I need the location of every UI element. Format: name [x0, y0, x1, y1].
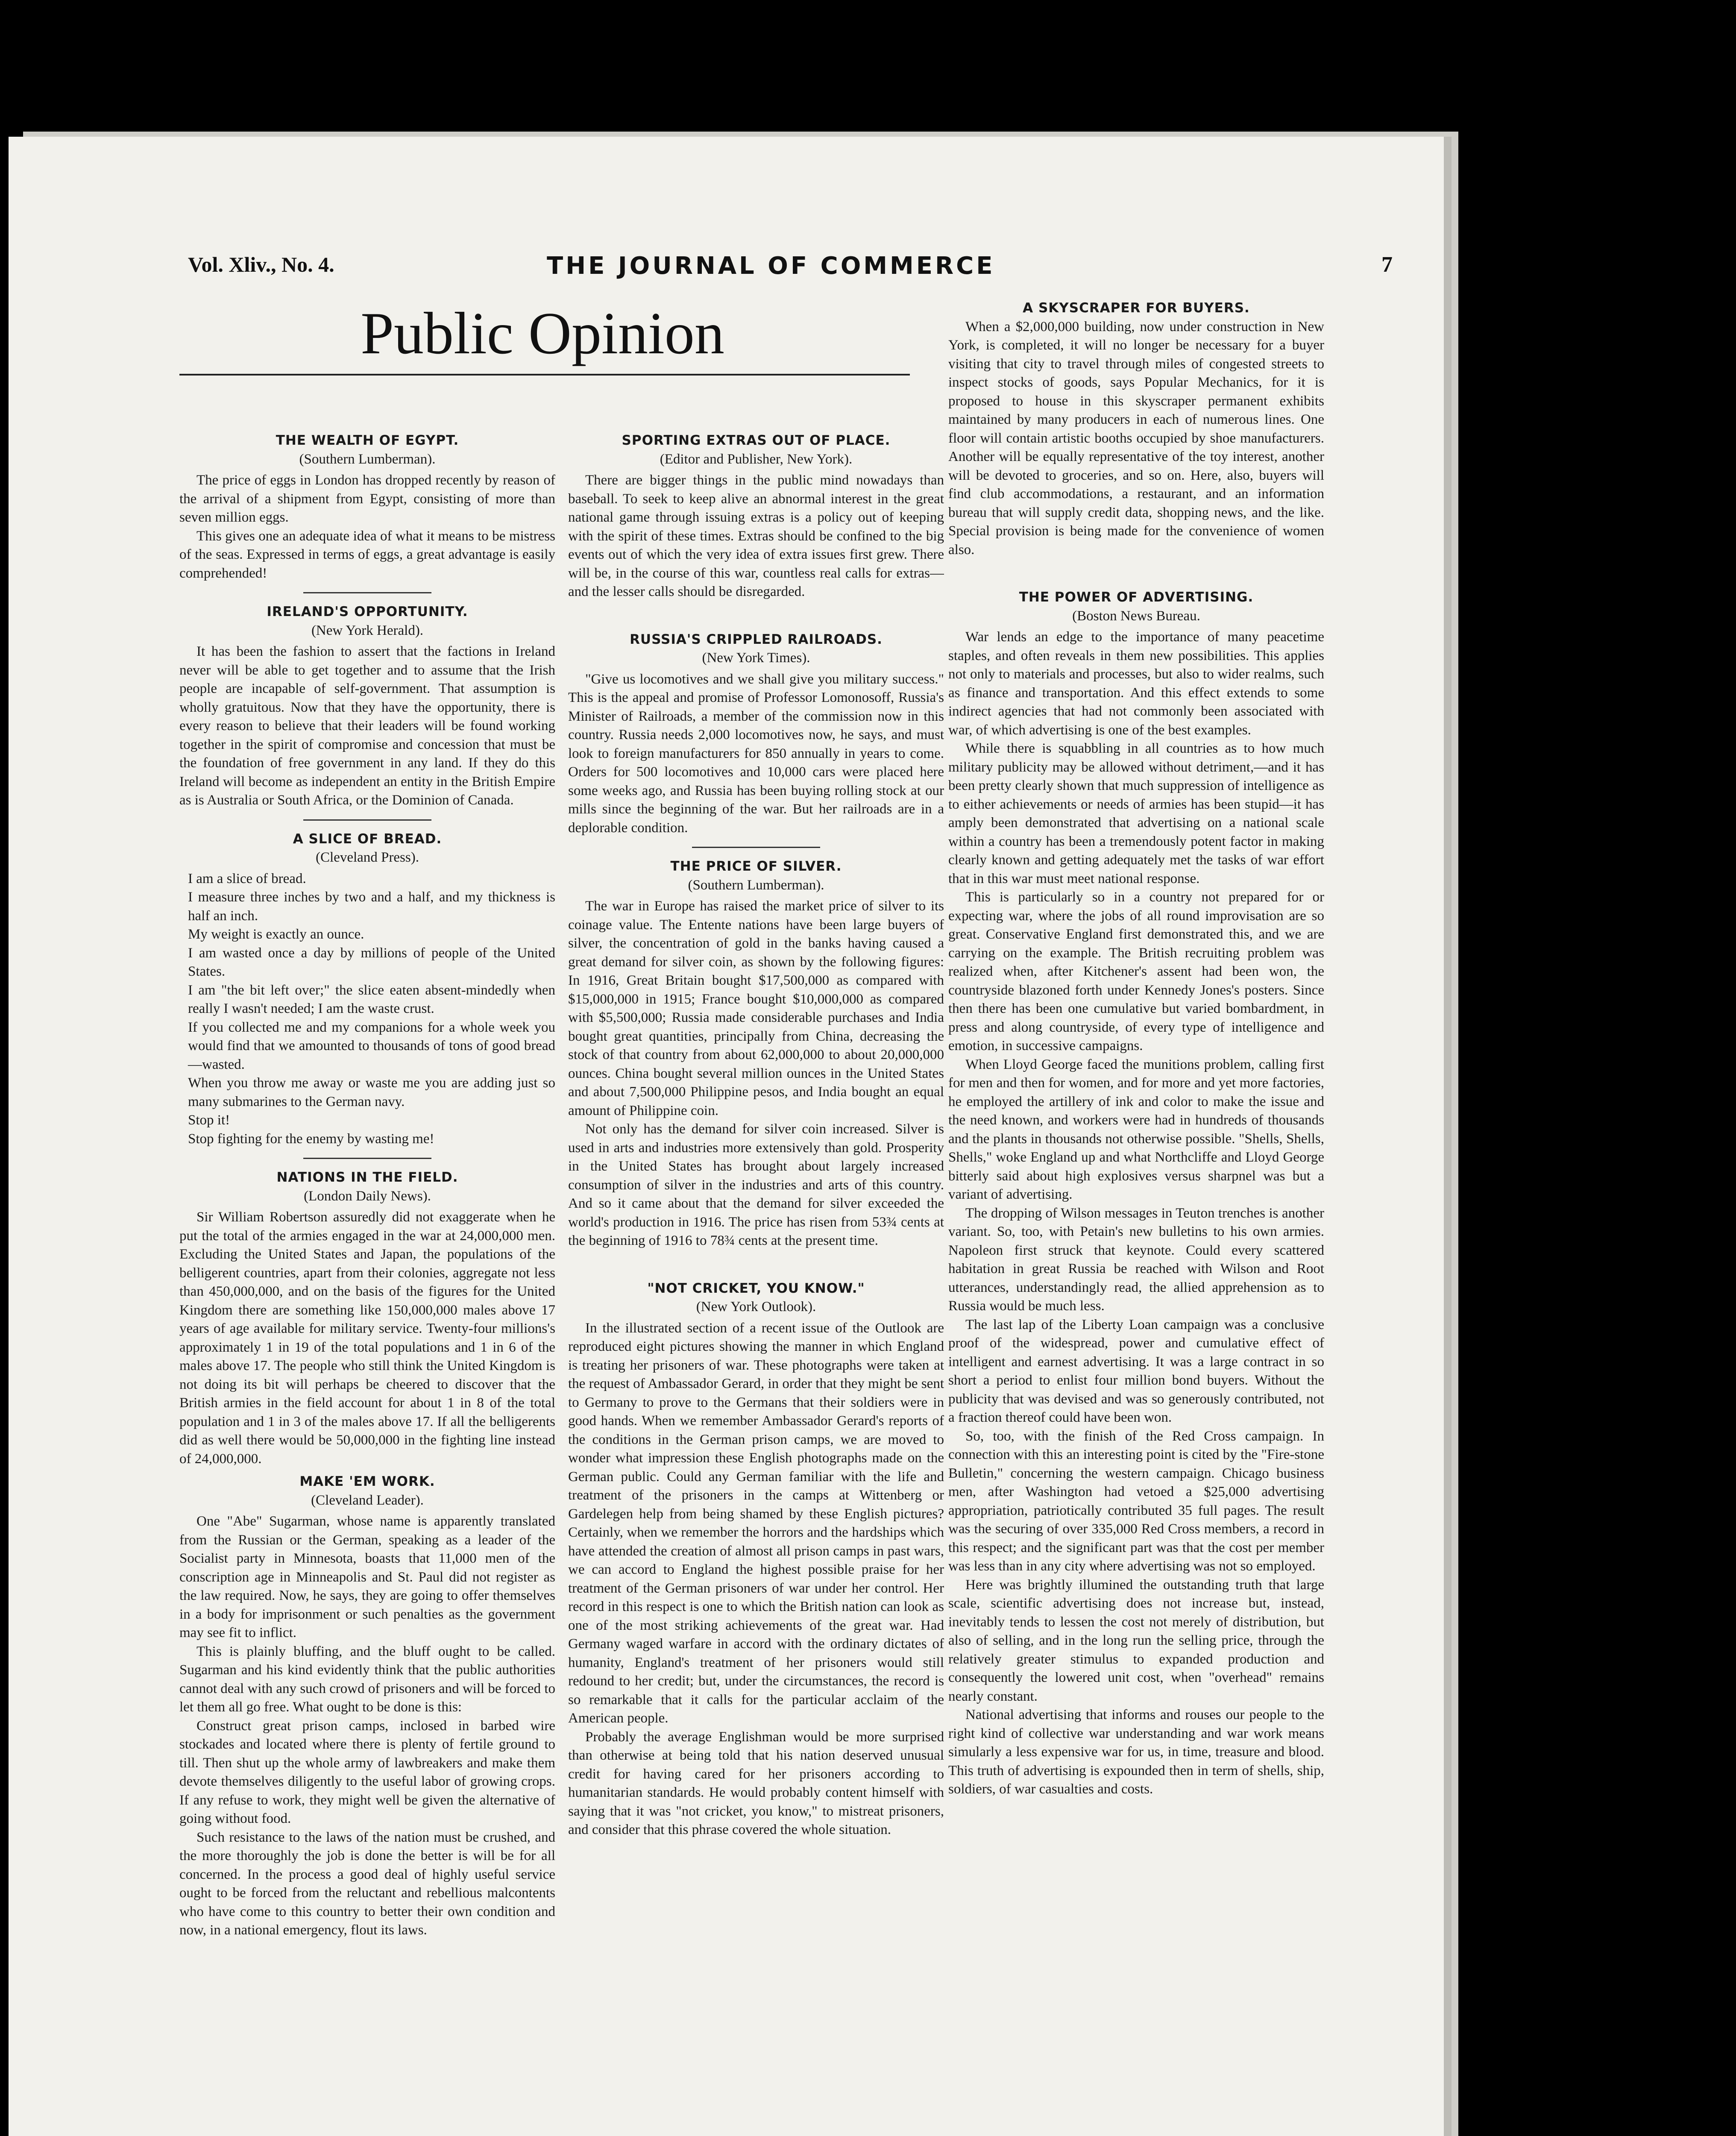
article-not-cricket [568, 1279, 944, 1840]
article-title: NATIONS IN THE FIELD. [276, 1170, 458, 1185]
paragraph: I am "the bit left over;" the slice eaten absent-mindedly when really I wasn't needed; I am the waste crust. [188, 982, 555, 1016]
page-header [171, 252, 1393, 286]
article-title: THE WEALTH OF EGYPT. [276, 433, 459, 448]
paragraph: This gives one an adequate idea of what it means to be mistress of the seas. Expressed in terms of eggs, a great advantage is easily comprehended! [179, 528, 555, 581]
paragraph: This is plainly bluffing, and the bluff ought to be called. Sugarman and his kind evidently think that the public authorities cannot deal with any such crowd of prisoners and will be forced to let them all go free. What ought to be done is this: [179, 1643, 555, 1715]
article-title: A SKYSCRAPER FOR BUYERS. [1023, 300, 1250, 316]
article-source: (New York Times). [702, 650, 810, 666]
paragraph: Not only has the demand for silver coin increased. Silver is used in arts and industries more extensively than gold. Prosperity in the United States has brought about largely increased consumption of silver in the industries and arts of this country. And so it came about that the demand for silver exceeded the world's production in 1916. The price has risen from 53¾ cents at the beginning of 1916 to 78¾ cents at the present time. [568, 1121, 944, 1248]
column-1 [179, 427, 555, 2136]
paragraph: Construct great prison camps, inclosed in barbed wire stockades and located where there is plenty of fertile ground to till. Then shut up the whole army of lawbreakers and make them devote themselves diligently to the useful labor of growing crops. If any refuse to work, they might well be given the alternative of going without food. [179, 1718, 555, 1826]
paragraph: When you throw me away or waste me you are adding just so many submarines to the German navy. [188, 1075, 555, 1109]
divider [692, 847, 820, 848]
article-title: IRELAND'S OPPORTUNITY. [267, 604, 468, 619]
divider [303, 819, 431, 821]
article-title: SPORTING EXTRAS OUT OF PLACE. [622, 433, 891, 448]
column-2 [568, 427, 944, 2136]
paragraph: The price of eggs in London has dropped recently by reason of the arrival of a shipment from Egypt, consisting of more than seven million eggs. [179, 472, 555, 525]
article-irelands-opportunity [179, 603, 555, 810]
paragraph: When Lloyd George faced the munitions problem, calling first for men and then for women, and for more and yet more factories, he employed the artillery of ink and color to make the issue and the need known, and workers were had in hundreds of thousands and the plants in thousands not otherwise possible. "Shells, Shells, Shells," woke England up and what Northcliffe and Lloyd George bitterly said about high explosives versus sharpnel was but a variant of advertising. [948, 1056, 1324, 1202]
spacer [568, 601, 944, 626]
paragraph: In the illustrated section of a recent issue of the Outlook are reproduced eight pictures showing the manner in which England is treating her prisoners of war. These photographs were taken at the request of Ambassador Gerard, in order that they might be sent to Germany to prove to the Germans that their soldiers were in good hands. When we remember Ambassador Gerard's reports of the conditions in the German prison camps, we are moved to wonder what impression these English photographs made on the German public. Could any German familiar with the life and treatment of the prisoners in the camps at Wittenberg or Gardelegen help from being shamed by these English pictures? Certainly, when we remember the horrors and the hardships which have attended the creation of almost all prison camps in past wars, we can accord to England the highest possible praise for her treatment of the German prisoners of war under her control. Her record in this respect is one to which the British nation can look as one of the most striking achievements of the great war. Had Germany waged warfare in accord with the ordinary dictates of humanity, England's treatment of her prisoners would still redound to her credit; but, under the circumstances, the record is so remarkable that it calls for the particular acclaim of the American people. [568, 1320, 944, 1726]
paragraph: It has been the fashion to assert that the factions in Ireland never will be able to get together and to assume that the Irish people are incapable of self-government. That assumption is wholly gratuitous. Now that they have the opportunity, there is every reason to believe that their leaders will be found working together in the spirit of compromise and concession that must be the foundation of free government in any land. If they do this Ireland will become as independent an entity in the British Empire as is Australia or South Africa, or the Dominion of Canada. [179, 644, 555, 808]
newspaper-page [9, 137, 1444, 2136]
paragraph: Stop fighting for the enemy by wasting me! [188, 1131, 434, 1147]
article-title: THE POWER OF ADVERTISING. [1019, 590, 1254, 605]
page-number: 7 [1381, 252, 1393, 277]
article-russias-railroads [568, 631, 944, 838]
article-skyscraper-for-buyers [948, 299, 1324, 559]
article-nations-in-the-field [179, 1168, 555, 1468]
page-title: Public Opinion [361, 300, 724, 367]
divider [303, 592, 431, 593]
article-title: "NOT CRICKET, YOU KNOW." [647, 1280, 865, 1296]
article-sporting-extras [568, 431, 944, 601]
paragraph: War lends an edge to the importance of many peacetime staples, and often reveals in them new possibilities. This applies not only to materials and processes, but also to wider realms, such as finance and transportation. And this effect extends to some indirect agencies that had not commonly been associated with war, of which advertising is one of the best examples. [948, 629, 1324, 738]
paragraph: If you collected me and my companions for a whole week you would find that we amounted to thousands of tons of good bread—wasted. [188, 1019, 555, 1072]
paragraph: My weight is exactly an ounce. [188, 927, 364, 942]
article-source: (New York Herald). [311, 622, 424, 638]
journal-name: THE JOURNAL OF COMMERCE [547, 252, 995, 280]
paragraph: When a $2,000,000 building, now under construction in New York, is completed, it will no longer be necessary for a buyer visiting that city to travel through miles of congested streets to inspect stocks of goods, says Popular Mechanics, for it is proposed to house in this skyscraper permanent exhibits maintained by many producers in each of numerous lines. One floor will contain artistic booths occupied by shoe manufacturers. Another will be equally representative of the toy interest, another will be devoted to groceries, and so on. Here, also, buyers will find club accommodations, a restaurant, and an information bureau that will supply credit data, shopping news, and the like. Special provision is being made for the convenience of women also. [948, 319, 1324, 557]
paragraph: The war in Europe has raised the market price of silver to its coinage value. The Entente nations have been large buyers of silver, the concentration of gold in the banks having caused a great demand for silver coin, as shown by the following figures: In 1916, Great Britain bought $17,500,000 as compared with $15,000,000 in 1915; France bought $10,000,000 as compared with $5,500,000; Russia made considerable purchases and India bought great quantities, principally from China, decreasing the stock of that country from about 62,000,000 to about 20,000,000 ounces. China bought several million ounces in the United States and about 7,500,000 Philippine pesos, and India bought an equal amount of Philippine coin. [568, 898, 944, 1118]
article-title: A SLICE OF BREAD. [293, 831, 442, 847]
paragraph: This is particularly so in a country not prepared for or expecting war, where the jobs of all round improvisation are so great. Conservative England first demonstrated this, and we are carrying on the example. The British recruiting problem was realized when, after Kitchener's assent had been won, the countryside blazoned forth under Kennedy Jones's posters. Since then there has been one cumulative but varied bombardment, in press and along countryside, of every type of intelligence and emotion, in successive campaigns. [948, 889, 1324, 1053]
divider [303, 1158, 431, 1159]
article-source: (Editor and Publisher, New York). [660, 451, 853, 467]
article-power-of-advertising [948, 588, 1324, 1799]
article-source: (Boston News Bureau. [1072, 608, 1200, 624]
article-make-em-work [179, 1473, 555, 1940]
spacer [568, 1250, 944, 1275]
title-rule [179, 374, 910, 376]
spacer [948, 559, 1324, 584]
article-source: (Southern Lumberman). [299, 451, 436, 467]
paragraph: "Give us locomotives and we shall give you military success." This is the appeal and promise of Professor Lomonosoff, Russia's Minister of Railroads, a member of the commission now in this country. Russia needs 2,000 locomotives now, he says, and must look to foreign manufacturers for 850 annually in years to come. Orders for 500 locomotives and 10,000 cars were placed here some weeks ago, and Russia has been buying rolling stock at our mills since the beginning of the war. But her railroads are in a deplorable condition. [568, 671, 944, 836]
article-source: (Cleveland Press). [316, 850, 419, 865]
article-title: THE PRICE OF SILVER. [670, 859, 842, 874]
paragraph: Here was brightly illumined the outstanding truth that large scale, scientific advertising does not increase but, instead, inevitably tends to lessen the cost not merely of distribution, but also of selling, and in the long run the selling price, through the relatively greater stimulus to expanded production and consequently the lowered unit cost, when "overhead" remains nearly constant. [948, 1577, 1324, 1704]
article-source: (London Daily News). [304, 1188, 431, 1204]
volume-number: Vol. Xliv., No. 4. [188, 252, 334, 276]
paragraph: I am wasted once a day by millions of people of the United States. [188, 945, 555, 979]
article-price-of-silver [568, 857, 944, 1250]
paragraph: Sir William Robertson assuredly did not exaggerate when he put the total of the armies engaged in the war at 24,000,000 men. Excluding the United States and Japan, the populations of the belligerent countries, apart from their colonies, aggregate not less than 450,000,000, and on the basis of the figures for the United Kingdom there are something like 150,000,000 males above 17 years of age available for military service. Twenty-four millions's approximately 1 in 19 of the total populations and 1 in 6 of the males above 17. The people who still think the United Kingdom is not doing its bit will perhaps be cheered to discover that the British armies in the field account for about 1 in 8 of the total population and 1 in 3 of the males above 17. If all the belligerents did as well there would be 50,000,000 in the fighting line instead of 24,000,000. [179, 1209, 555, 1467]
column-3 [948, 295, 1324, 2136]
paragraph: Stop it! [188, 1112, 230, 1128]
paragraph: The dropping of Wilson messages in Teuton trenches is another variant. So, too, with Petain's new bulletins to his own armies. Napoleon first struck that keynote. Could every scattered habitation in great Russia be reached with Wilson and Root utterances, understandingly read, the allied apprehension as to Russia would be much less. [948, 1205, 1324, 1314]
article-wealth-of-egypt [179, 431, 555, 583]
paragraph: Probably the average Englishman would be more surprised than otherwise at being told that his nation deserved unusual credit for having cared for her prisoners according to humanitarian standards. He would probably content himself with saying that it was "not cricket, you know," to mistreat prisoners, and consider that this phrase covered the whole situation. [568, 1729, 944, 1837]
article-title: MAKE 'EM WORK. [299, 1474, 435, 1489]
article-source: (New York Outlook). [696, 1299, 816, 1314]
paragraph: I am a slice of bread. [188, 871, 306, 886]
paragraph: I measure three inches by two and a half, and my thickness is half an inch. [188, 889, 555, 924]
paragraph: While there is squabbling in all countries as to how much military publicity may be allowed without detriment,—and it has been pretty clearly shown that much suppression of intelligence as to either achievements or needs of armies has been stupid—it has amply been demonstrated that advertising on a national scale within a country has been a tremendously potent factor in making clearly known and getting adequately met the tasks of war effort that in this war must meet national response. [948, 741, 1324, 886]
article-title: RUSSIA'S CRIPPLED RAILROADS. [630, 631, 883, 647]
article-slice-of-bread [179, 830, 555, 1149]
paragraph: National advertising that informs and rouses our people to the right kind of collective war understanding and war work means simularly a less expensive war for us, in time, treasure and blood. This truth of advertising is expounded then in term of shells, ship, soldiers, of war casualties and costs. [948, 1707, 1324, 1797]
paragraph: So, too, with the finish of the Red Cross campaign. In connection with this an interesting point is cited by the "Fire-stone Bulletin," concerning the western campaign. Chicago business men, after Washington had vetoed a $25,000 advertising appropriation, patriotically contributed 35 full pages. The result was the securing of over 335,000 Red Cross members, a record in this respect; and the significant part was that the cost per member was less than in any city where advertising was not so employed. [948, 1428, 1324, 1574]
article-source: (Cleveland Leader). [311, 1492, 424, 1508]
paragraph: The last lap of the Liberty Loan campaign was a conclusive proof of the widespread, power and cumulative effect of intelligent and earnest advertising. It was a large contract in so short a period to enlist four million bond buyers. Without the publicity that was devised and was so generously contributed, not a fraction thereof could have been won. [948, 1317, 1324, 1425]
paragraph: One "Abe" Sugarman, whose name is apparently translated from the Russian or the German, speaking as a leader of the Socialist party in Minnesota, boasts that 11,000 men of the conscription age in Minneapolis and St. Paul did not register as the law required. Now, he says, they are going to offer themselves in a body for imprisonment or such penalties as the government may see fit to inflict. [179, 1514, 555, 1640]
paragraph: Such resistance to the laws of the nation must be crushed, and the more thoroughly the job is done the better is will be for all concerned. In the process a good deal of highly useful service ought to be forced from the reluctant and rebellious malcontents who have come to this country to better their own condition and now, in a national emergency, flout its laws. [179, 1829, 555, 1938]
paragraph: There are bigger things in the public mind nowadays than baseball. To seek to keep alive an abnormal interest in the great national game through issuing extras is a policy out of keeping with the spirit of these times. Extras should be confined to the big events out of which the very idea of extra issues first grew. There will be, in the course of this war, countless real calls for extras—and the lesser calls should be disregarded. [568, 472, 944, 599]
article-source: (Southern Lumberman). [688, 877, 824, 893]
